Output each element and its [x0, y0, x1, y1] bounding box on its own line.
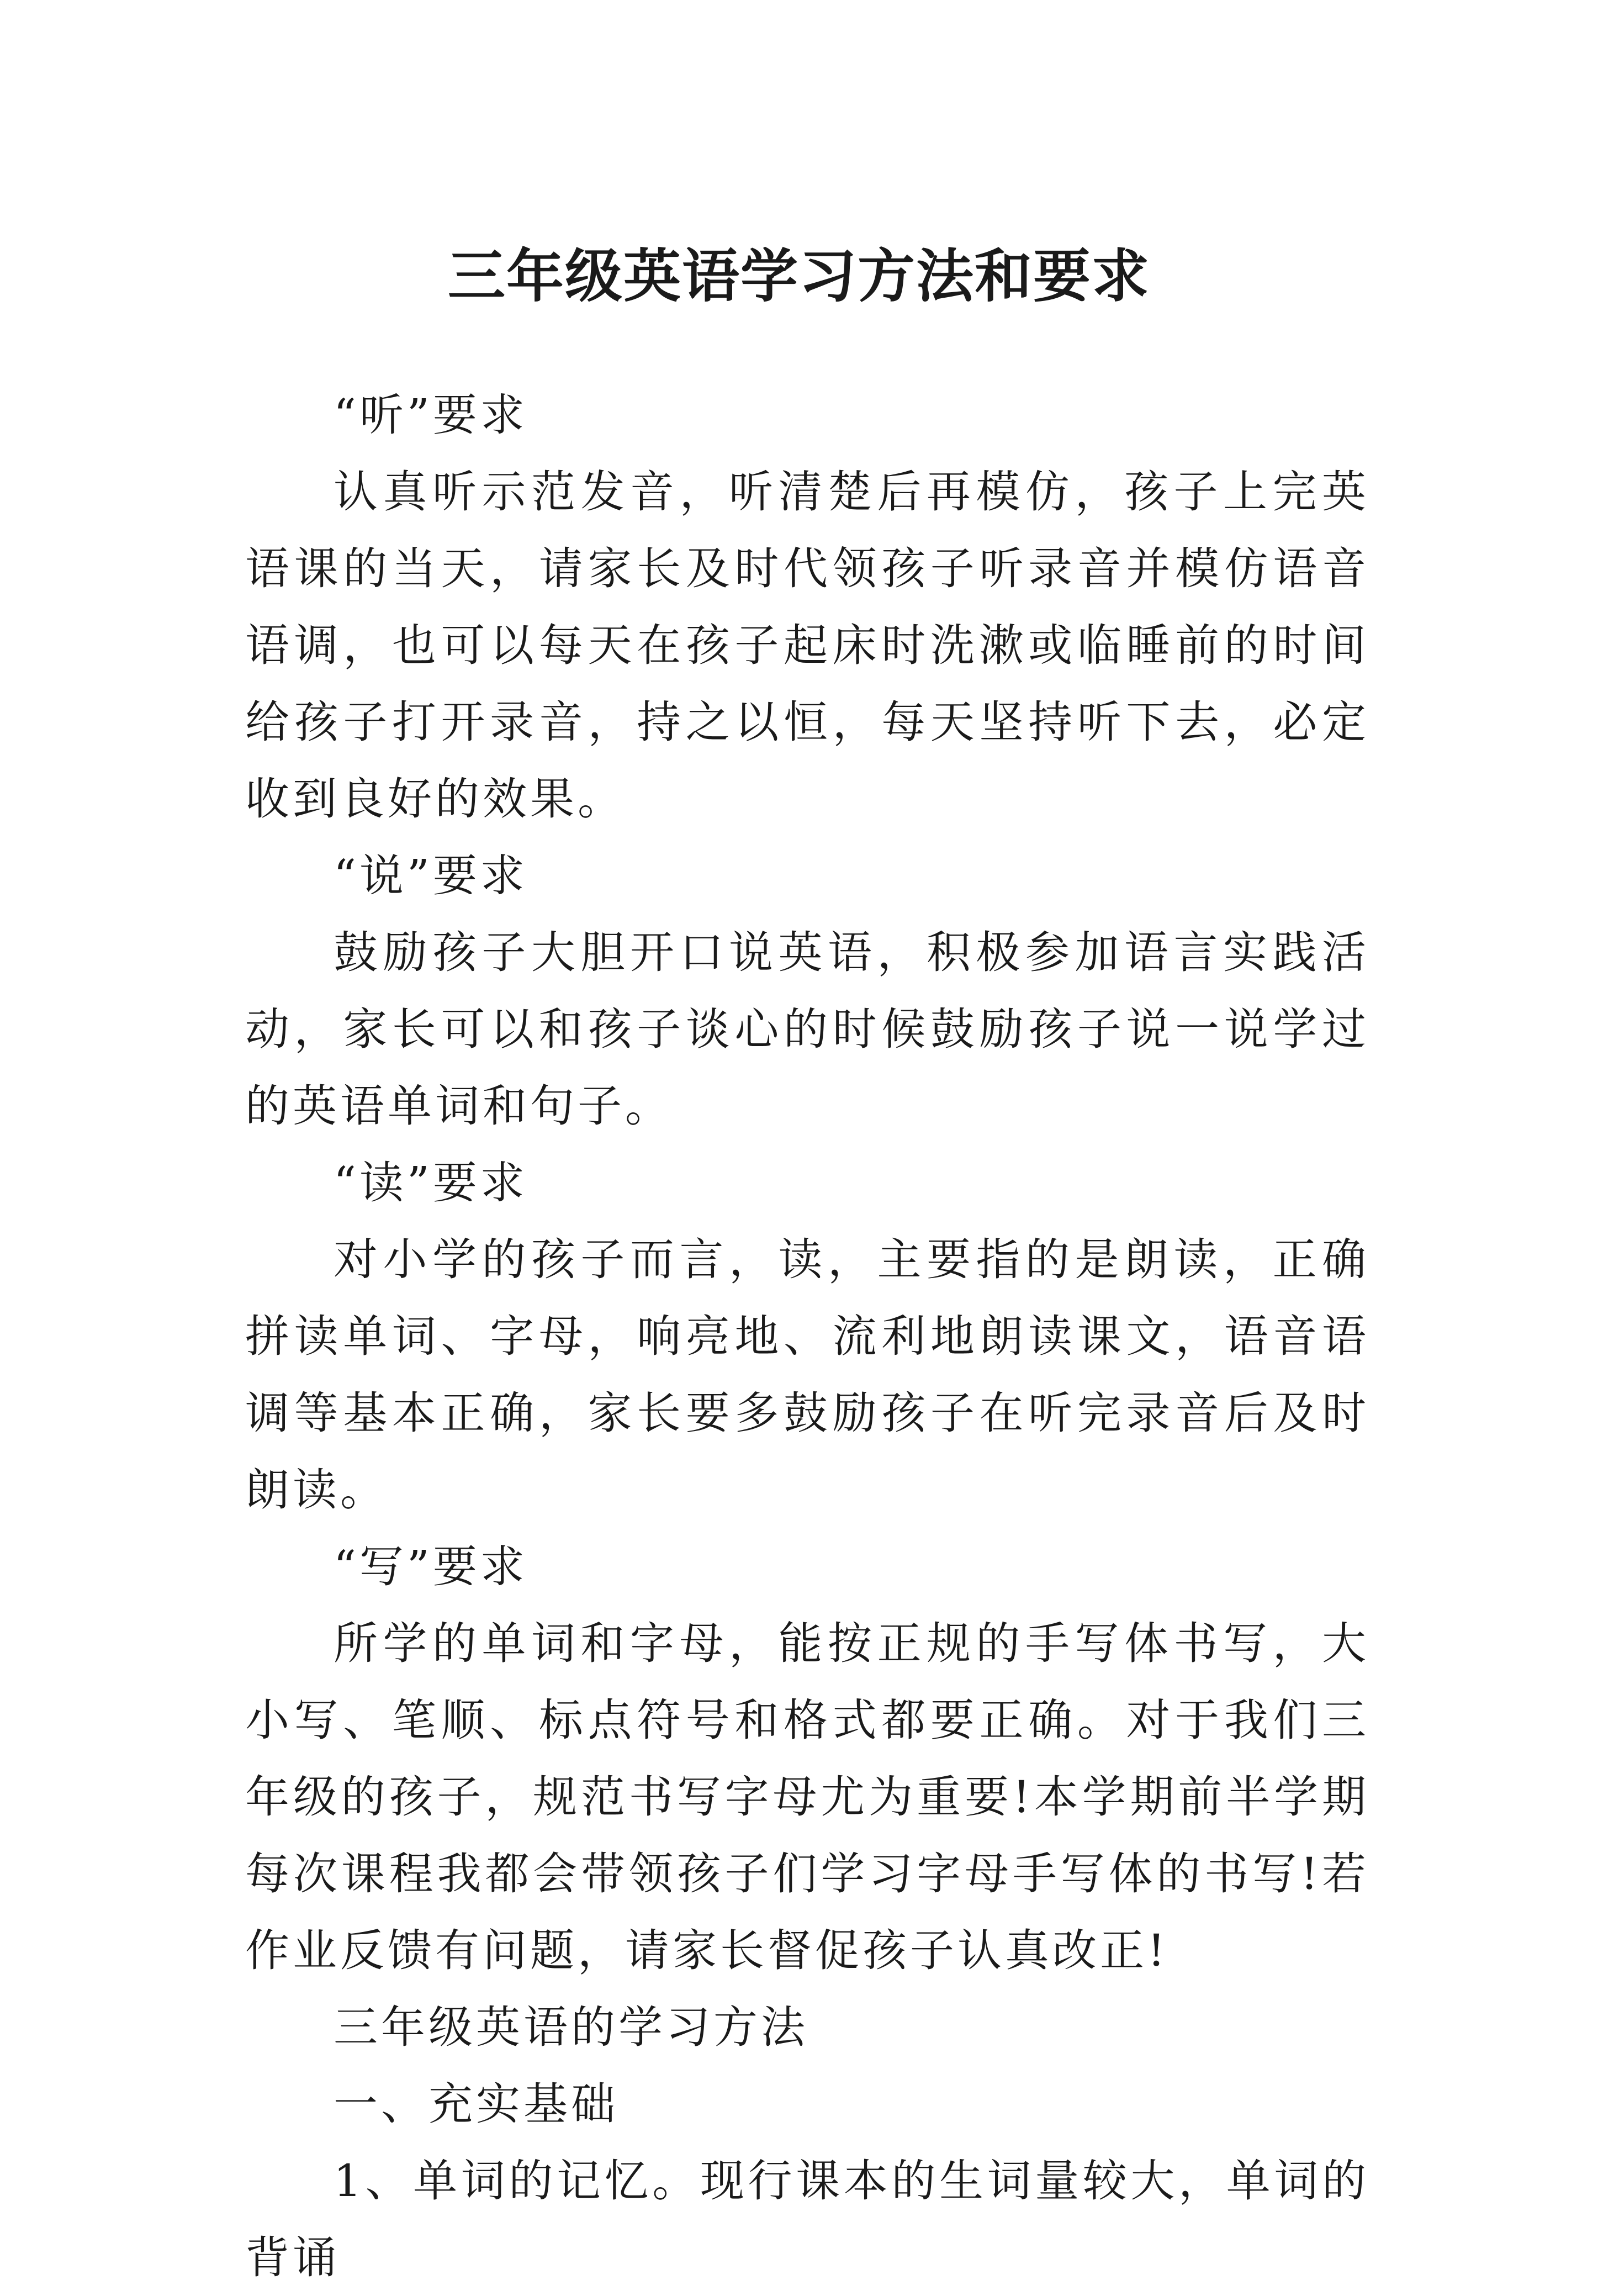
- section-heading-methods: 三年级英语的学习方法: [334, 2002, 808, 2053]
- document-body: [245, 377, 1369, 2296]
- paragraph-word-memory: 1、单词的记忆。现行课本的生词量较大，单词的背诵: [245, 2155, 1369, 2283]
- section-heading-speaking: “说”要求: [334, 850, 528, 901]
- subheading-foundation: 一、充实基础: [334, 2078, 618, 2130]
- section-heading-reading: “读”要求: [334, 1157, 528, 1208]
- paragraph-speaking: 鼓励孩子大胆开口说英语，积极参加语言实践活动，家长可以和孩子谈心的时候鼓励孩子说一说学过的英语单词和句子。: [245, 927, 1369, 1132]
- paragraph-writing: 所学的单词和字母，能按正规的手写体书写，大小写、笔顺、标点符号和格式都要正确。对于我们三年级的孩子，规范书写字母尤为重要!本学期前半学期每次课程我都会带领孩子们学习字母手写体的书写!若作业反馈有问题，请家长督促孩子认真改正!: [245, 1618, 1369, 1976]
- section-heading-writing: “写”要求: [334, 1541, 528, 1592]
- document-title: 三年级英语学习方法和要求: [447, 241, 1150, 310]
- section-heading-listening: “听”要求: [334, 389, 528, 441]
- paragraph-reading: 对小学的孩子而言，读，主要指的是朗读，正确拼读单词、字母，响亮地、流利地朗读课文，语音语调等基本正确，家长要多鼓励孩子在听完录音后及时朗读。: [245, 1234, 1369, 1516]
- paragraph-listening: 认真听示范发音，听清楚后再模仿，孩子上完英语课的当天，请家长及时代领孩子听录音并模仿语音语调，也可以每天在孩子起床时洗漱或临睡前的时间给孩子打开录音，持之以恒，每天坚持听下去，必定收到良好的效果。: [245, 466, 1369, 825]
